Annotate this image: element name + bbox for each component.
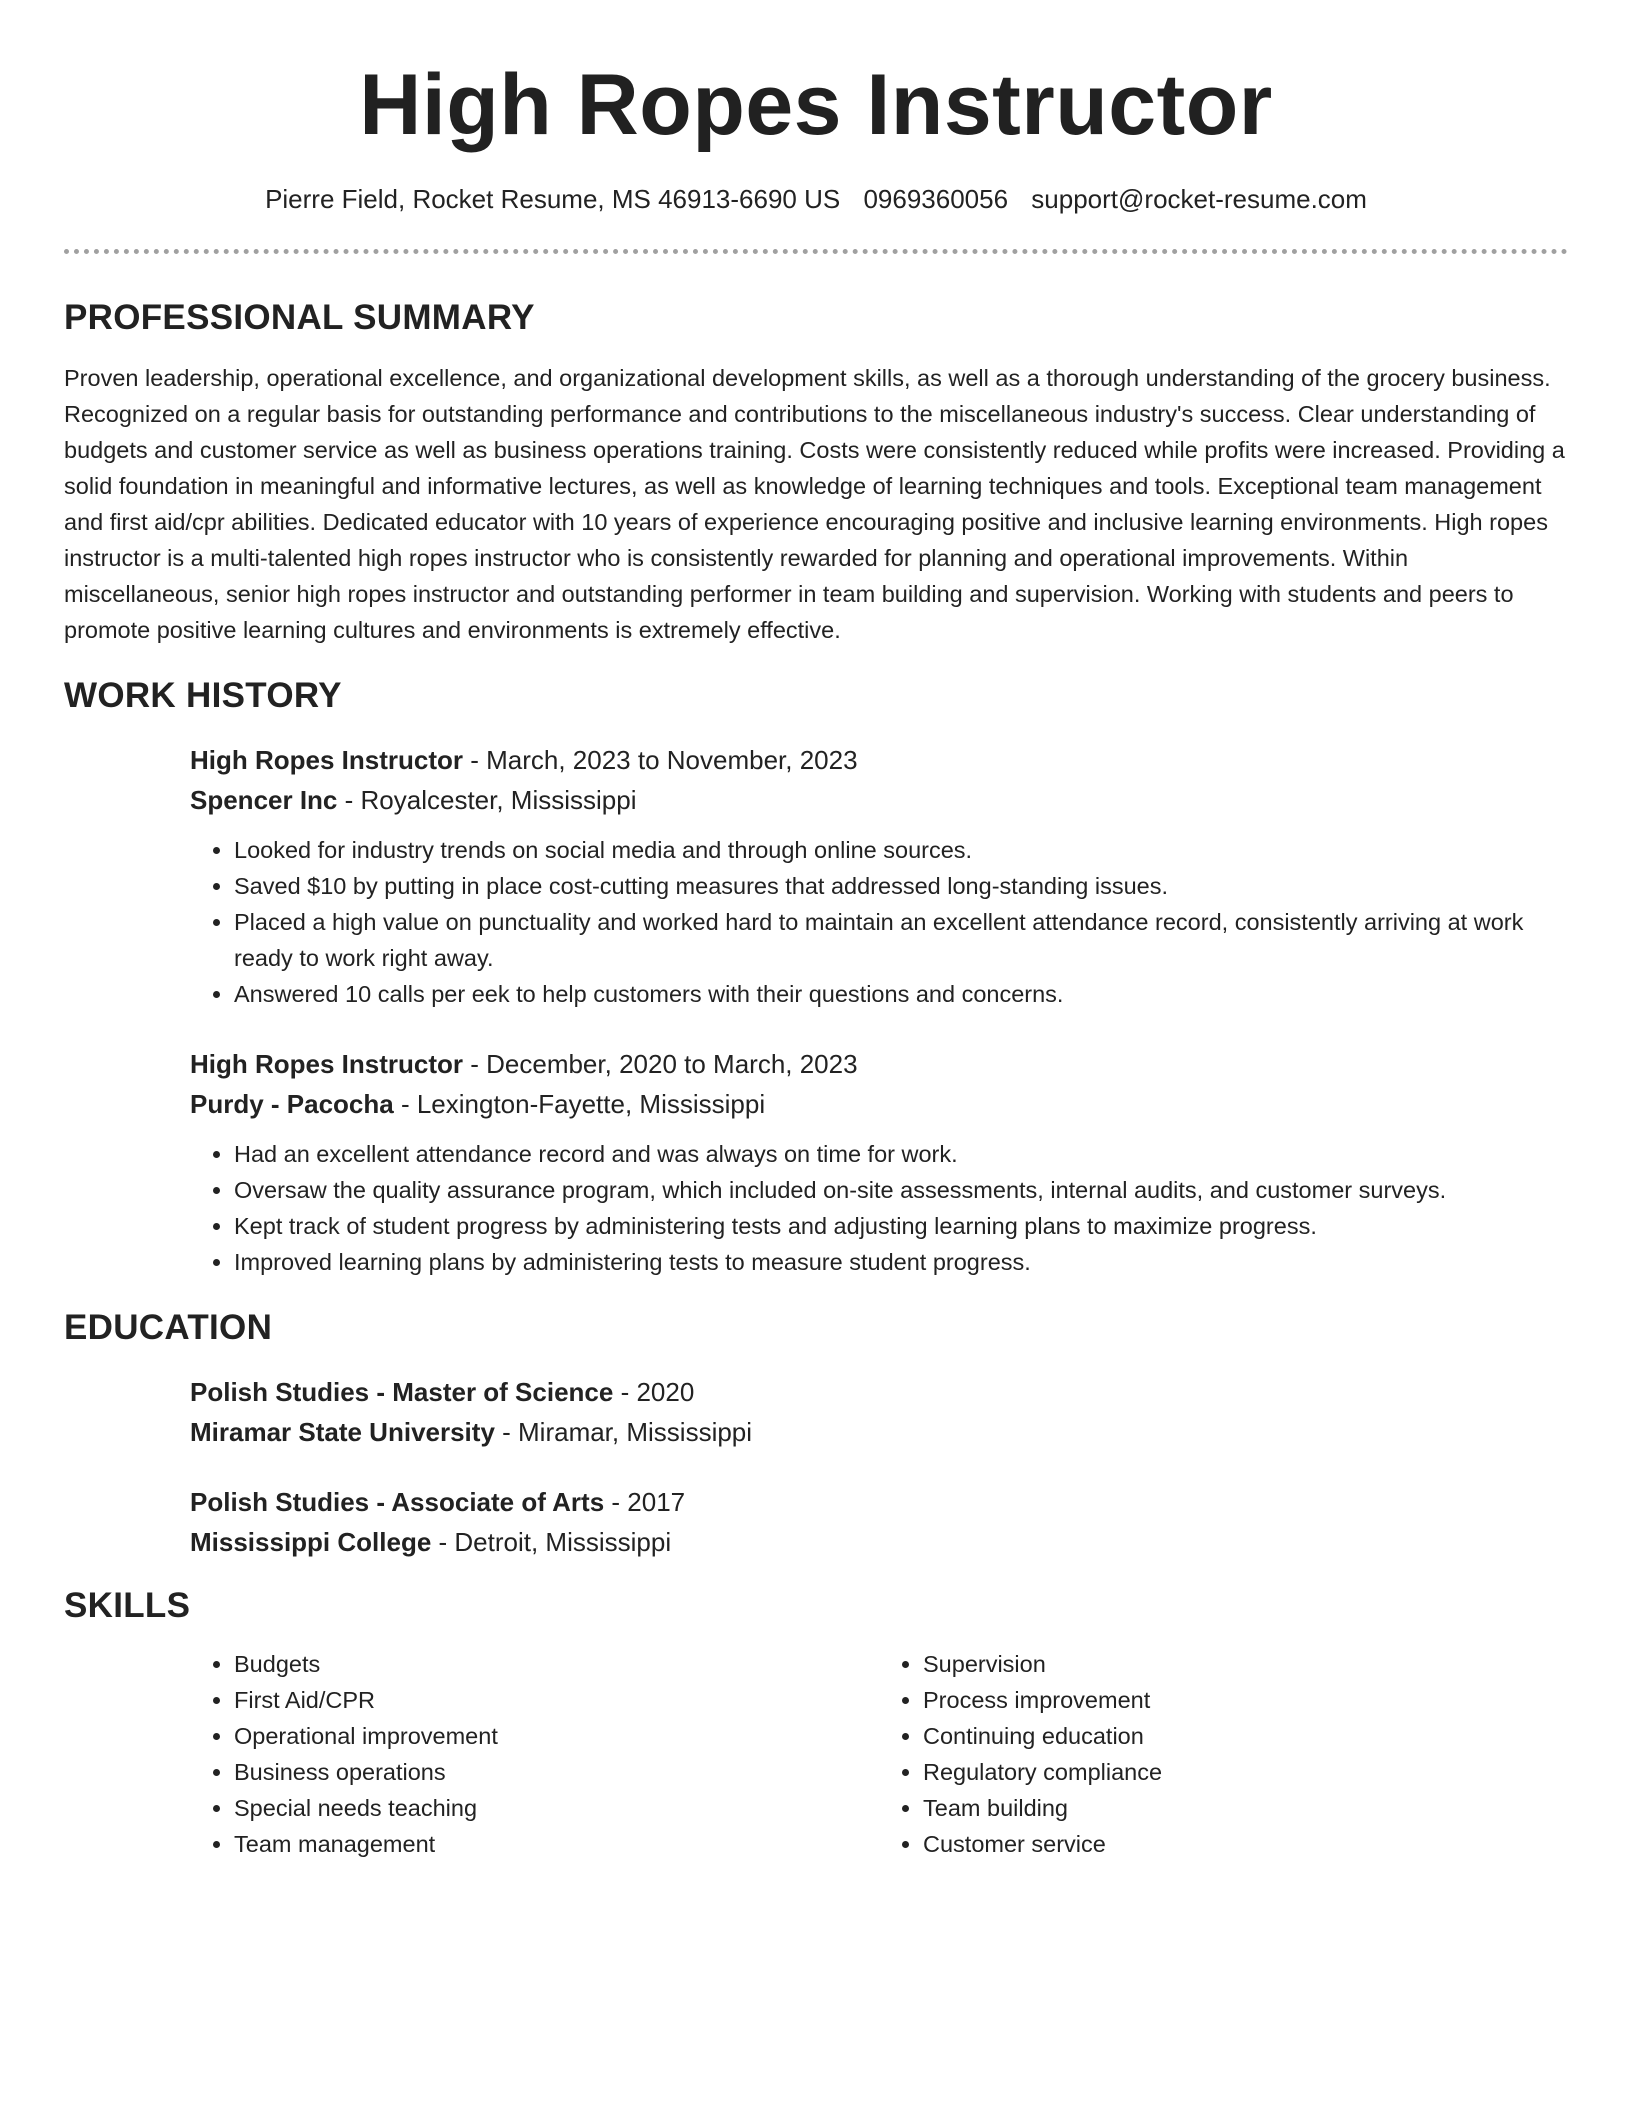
education-degree: Polish Studies - Associate of Arts: [190, 1487, 605, 1517]
list-item: • Had an excellent attendance record and was always on time for work.: [234, 1136, 1568, 1172]
job-entry: [190, 1044, 1568, 1280]
job-location: - Lexington-Fayette, Mississippi: [393, 1089, 766, 1119]
job-dates: - March, 2023 to November, 2023: [463, 745, 858, 775]
section-heading-work-history: WORK HISTORY: [64, 676, 342, 715]
education-degree: Polish Studies - Master of Science: [190, 1377, 614, 1407]
education-entry: [190, 1372, 1568, 1452]
education-school: Mississippi College: [190, 1527, 432, 1557]
skill-item: • Customer service: [923, 1826, 1568, 1862]
education-year: - 2017: [604, 1487, 686, 1517]
skill-item: • Team management: [234, 1826, 879, 1862]
job-location: - Royalcester, Mississippi: [337, 785, 637, 815]
job-company: Purdy - Pacocha: [190, 1089, 394, 1119]
skills-columns: [190, 1646, 1568, 1862]
education-degree-line: [190, 1482, 1568, 1522]
job-title: High Ropes Instructor: [190, 745, 464, 775]
section-heading-education: EDUCATION: [64, 1308, 273, 1347]
job-bullets: [190, 832, 1568, 1012]
list-item: • Improved learning plans by administering tests to measure student progress.: [234, 1244, 1568, 1280]
section-heading-summary: PROFESSIONAL SUMMARY: [64, 298, 535, 337]
job-title-line: [190, 740, 1568, 780]
job-company-line: [190, 1084, 1568, 1124]
list-item: • Oversaw the quality assurance program, which included on-site assessments, internal audits, and customer surveys.: [234, 1172, 1568, 1208]
job-bullets: [190, 1136, 1568, 1280]
list-item: • Kept track of student progress by administering tests and adjusting learning plans to maximize progress.: [234, 1208, 1568, 1244]
section-heading-skills: SKILLS: [64, 1586, 191, 1625]
skill-item: • Process improvement: [923, 1682, 1568, 1718]
page-title: High Ropes Instructor: [359, 57, 1273, 153]
job-dates: - December, 2020 to March, 2023: [463, 1049, 858, 1079]
education-year: - 2020: [613, 1377, 695, 1407]
skill-item: • Team building: [923, 1790, 1568, 1826]
job-entry: [190, 740, 1568, 1012]
list-item: • Saved $10 by putting in place cost-cutting measures that addressed long-standing issues.: [234, 868, 1568, 904]
job-company-line: [190, 780, 1568, 820]
skill-item: • Continuing education: [923, 1718, 1568, 1754]
list-item: • Looked for industry trends on social media and through online sources.: [234, 832, 1568, 868]
education-degree-line: [190, 1372, 1568, 1412]
summary-text: Proven leadership, operational excellence, and organizational development skills, as well as a thorough understanding of the grocery business. Recognized on a regular basis for outstanding performance and contributions to the miscellaneous industry's success. Clear understanding of budgets and customer service as well as business operations training. Costs were consistently reduced while profits were increased. Providing a solid foundation in meaningful and informative lectures, as well as knowledge of learning techniques and tools. Exceptional team management and first aid/cpr abilities. Dedicated educator with 10 years of experience encouraging positive and inclusive learning environments. High ropes instructor is a multi-talented high ropes instructor who is consistently rewarded for planning and operational improvements. Within miscellaneous, senior high ropes instructor and outstanding performer in team building and supervision. Working with students and peers to promote positive learning cultures and environments is extremely effective.: [64, 365, 1565, 643]
skills-list-left: [190, 1646, 879, 1862]
skill-item: • Operational improvement: [234, 1718, 879, 1754]
contact-email: support@rocket-resume.com: [1031, 184, 1367, 214]
skill-item: • First Aid/CPR: [234, 1682, 879, 1718]
job-title: High Ropes Instructor: [190, 1049, 464, 1079]
skill-item: • Business operations: [234, 1754, 879, 1790]
list-item: • Placed a high value on punctuality and worked hard to maintain an excellent attendance record, consistently arriving at work ready to work right away.: [234, 904, 1568, 976]
resume-page: [64, 0, 1568, 1862]
skill-item: • Special needs teaching: [234, 1790, 879, 1826]
education-entry: [190, 1482, 1568, 1562]
contact-line: [64, 184, 1568, 215]
job-company: Spencer Inc: [190, 785, 338, 815]
skill-item: • Supervision: [923, 1646, 1568, 1682]
education-location: - Detroit, Mississippi: [431, 1527, 672, 1557]
education-school: Miramar State University: [190, 1417, 495, 1447]
education-location: - Miramar, Mississippi: [494, 1417, 753, 1447]
education-school-line: [190, 1412, 1568, 1452]
job-title-line: [190, 1044, 1568, 1084]
skill-item: • Budgets: [234, 1646, 879, 1682]
list-item: • Answered 10 calls per eek to help customers with their questions and concerns.: [234, 976, 1568, 1012]
header-divider: [64, 249, 1568, 254]
skill-item: • Regulatory compliance: [923, 1754, 1568, 1790]
contact-address: Pierre Field, Rocket Resume, MS 46913-6690 US: [265, 184, 841, 214]
contact-phone: 0969360056: [863, 184, 1009, 214]
education-school-line: [190, 1522, 1568, 1562]
skills-list-right: [879, 1646, 1568, 1862]
